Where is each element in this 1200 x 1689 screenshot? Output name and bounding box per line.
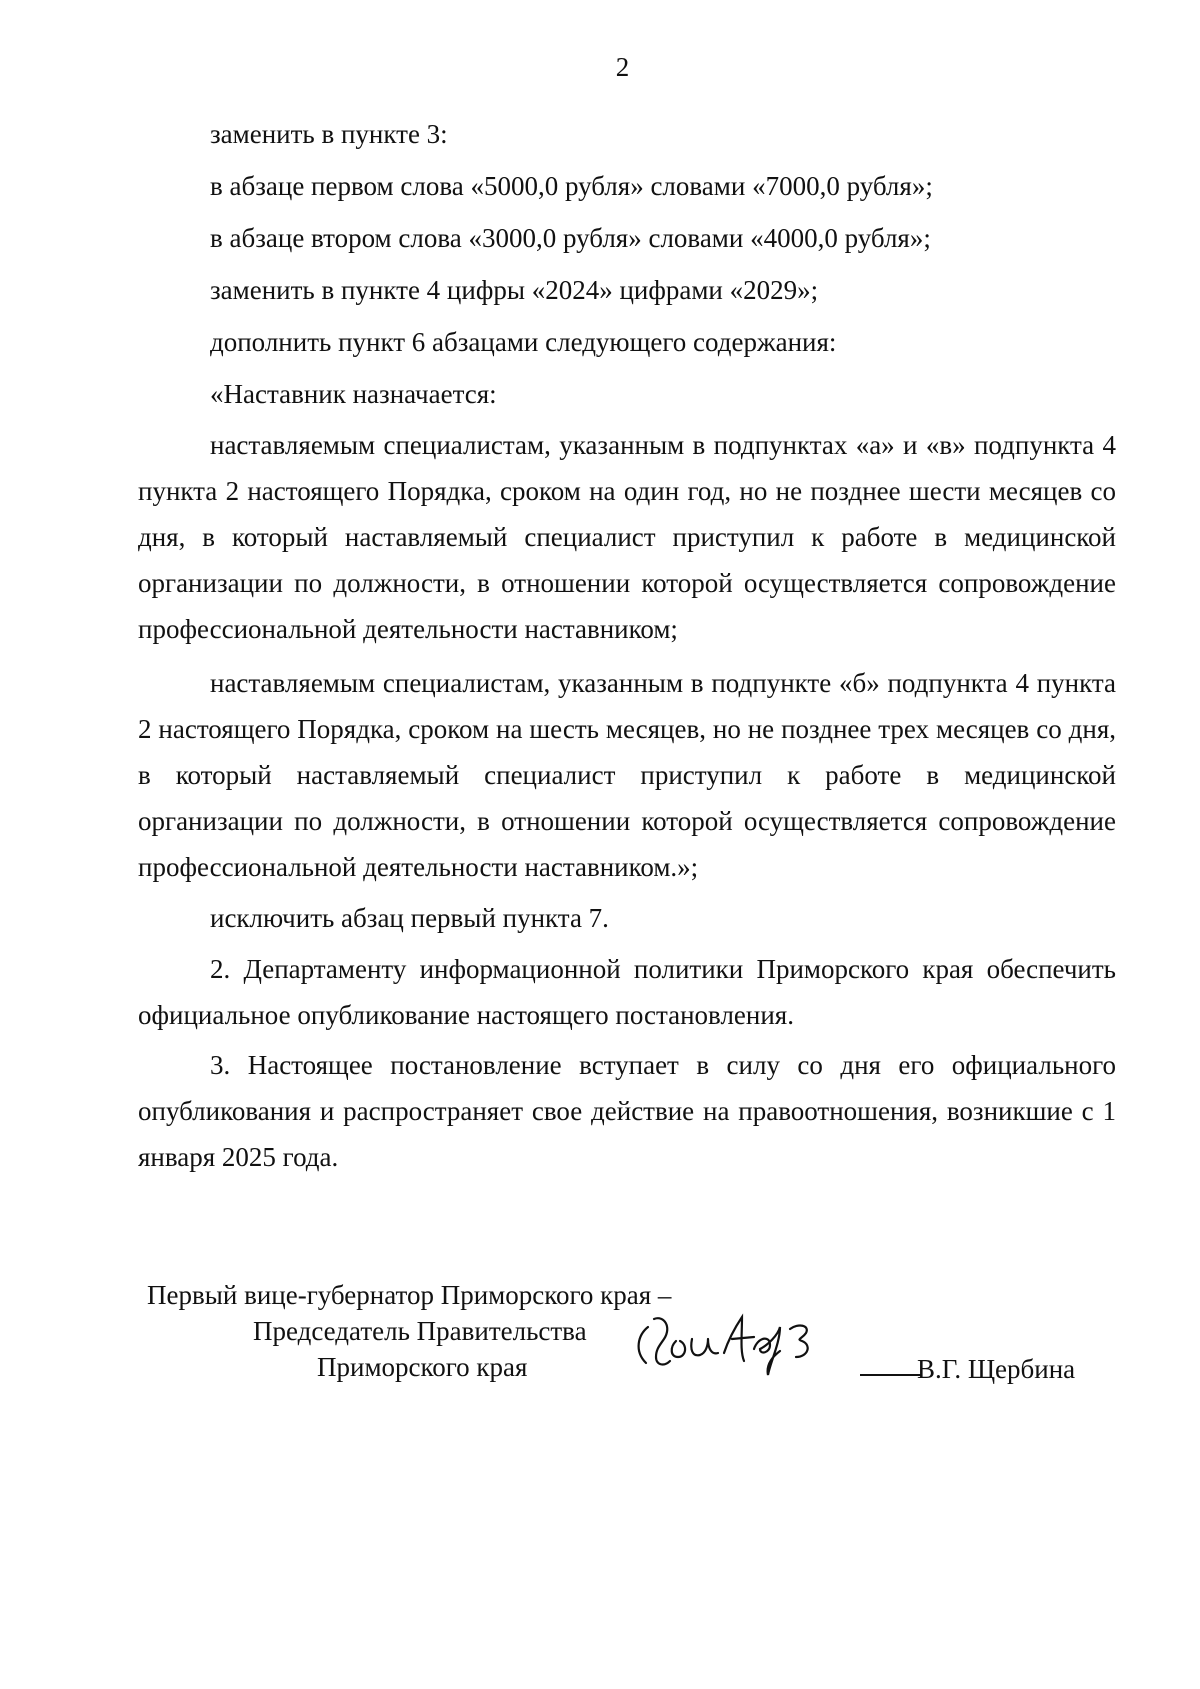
paragraph: наставляемым специалистам, указанным в подпунктах «а» и «в» подпункта 4 пункта 2 настоящего Порядка, сроком на один год, но не позднее шести месяцев со дня, в который наставляемый специалист приступил к работе в медицинской организации по должности, в отношении которой осуществляется сопровождение профессиональной деятельности наставником; [138,430,1116,644]
paragraph: исключить абзац первый пункта 7. [210,903,609,933]
signatory-title-line-3: Приморского края [317,1352,528,1382]
paragraph: заменить в пункте 4 цифры «2024» цифрами «2029»; [210,275,819,305]
paragraph: 3. Настоящее постановление вступает в силу со дня его официального опубликования и распространяет свое действие на правоотношения, возникшие с 1 января 2025 года. [138,1050,1116,1172]
paragraph: наставляемым специалистам, указанным в подпункте «б» подпункта 4 пункта 2 настоящего Порядка, сроком на шесть месяцев, но не позднее трех месяцев со дня, в который наставляемый специалист приступил к работе в медицинской организации по должности, в отношении которой осуществляется сопровождение профессиональной деятельности наставником.»; [138,668,1116,882]
paragraph: в абзаце втором слова «3000,0 рубля» словами «4000,0 рубля»; [210,223,931,253]
paragraph: «Наставник назначается: [210,379,497,409]
signatory-title-line-2: Председатель Правительства [253,1316,587,1346]
signature-block [0,1280,1200,1420]
paragraph: заменить в пункте 3: [210,119,448,149]
signatory-name: В.Г. Щербина [917,1354,1076,1384]
document-body [138,110,1116,1180]
paragraph: в абзаце первом слова «5000,0 рубля» словами «7000,0 рубля»; [210,171,933,201]
signature-dash [860,1374,922,1376]
page-number: 2 [615,52,630,82]
paragraph: дополнить пункт 6 абзацами следующего содержания: [210,327,837,357]
handwritten-signature [620,1305,860,1395]
signatory-title-line-1: Первый вице-губернатор Приморского края – [147,1280,672,1310]
paragraph: 2. Департаменту информационной политики Приморского края обеспечить официальное опубликование настоящего постановления. [138,954,1116,1030]
